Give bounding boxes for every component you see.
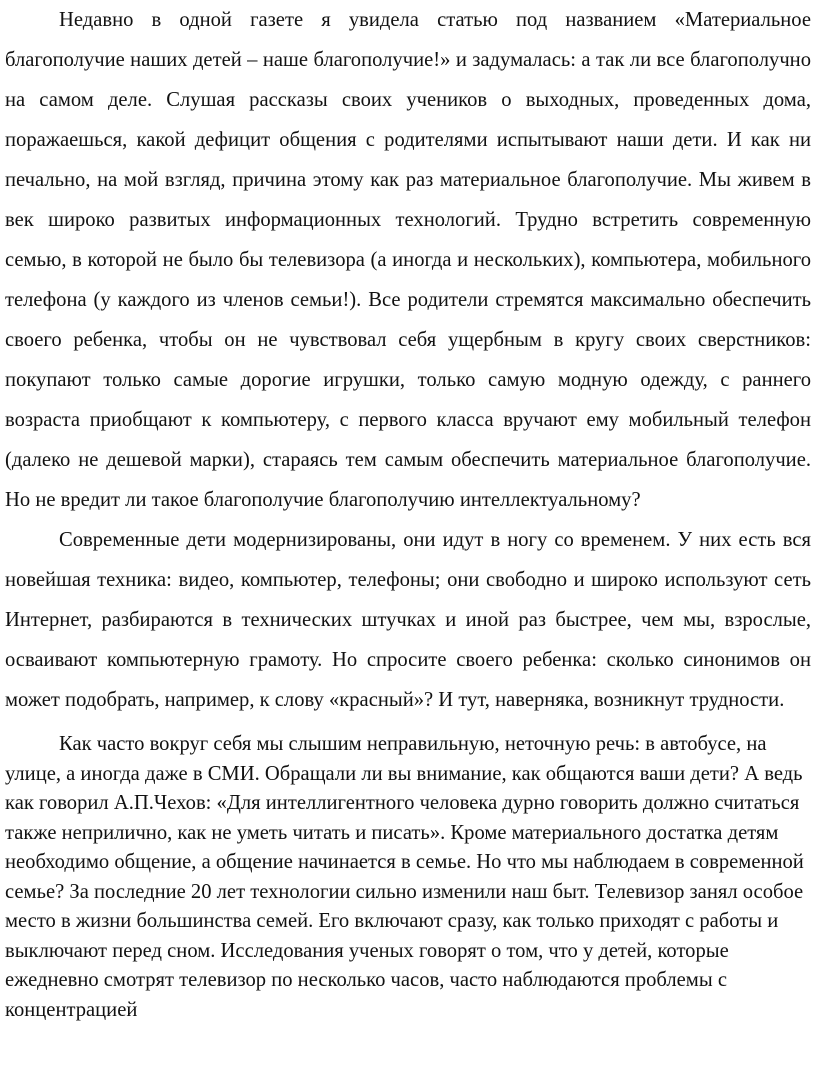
- paragraph-1: Недавно в одной газете я увидела статью под названием «Материальное благополучие наших детей – наше благополучие!» и задумалась: а так ли все благополучно на самом деле. Слушая рассказы своих учеников о выходных, проведенных дома, поражаешься, какой дефицит общения с родителями испытывают наши дети. И как ни печально, на мой взгляд, причина этому как раз материальное благополучие. Мы живем в век широко развитых информационных технологий. Трудно встретить современную семью, в которой не было бы телевизора (а иногда и нескольких), компьютера, мобильного телефона (у каждого из членов семьи!). Все родители стремятся максимально обеспечить своего ребенка, чтобы он не чувствовал себя ущербным в кругу своих сверстников: покупают только самые дорогие игрушки, только самую модную одежду, с раннего возраста приобщают к компьютеру, с первого класса вручают ему мобильный телефон (далеко не дешевой марки), стараясь тем самым обеспечить материальное благополучие. Но не вредит ли такое благополучие благополучию интеллектуальному?: [5, 9, 811, 511]
- paragraph-2: Современные дети модернизированы, они идут в ногу со временем. У них есть вся новейшая техника: видео, компьютер, телефоны; они свободно и широко используют сеть Интернет, разбираются в технических штучках и иной раз быстрее, чем мы, взрослые, осваивают компьютерную грамоту. Но спросите своего ребенка: сколько синонимов он может подобрать, например, к слову «красный»? И тут, наверняка, возникнут трудности.: [5, 529, 811, 711]
- document-page: [5, 0, 811, 1025]
- paragraph-3: Как часто вокруг себя мы слышим неправильную, неточную речь: в автобусе, на улице, а иногда даже в СМИ. Обращали ли вы внимание, как общаются ваши дети? А ведь как говорил А.П.Чехов: «Для интеллигентного человека дурно говорить должно считаться также неприлично, как не уметь читать и писать». Кроме материального достатка детям необходимо общение, а общение начинается в семье. Но что мы наблюдаем в современной семье? За последние 20 лет технологии сильно изменили наш быт. Телевизор занял особое место в жизни большинства семей. Его включают сразу, как только приходят с работы и выключают перед сном. Исследования ученых говорят о том, что у детей, которые ежедневно смотрят телевизор по несколько часов, часто наблюдаются проблемы с концентрацией: [5, 733, 804, 1021]
